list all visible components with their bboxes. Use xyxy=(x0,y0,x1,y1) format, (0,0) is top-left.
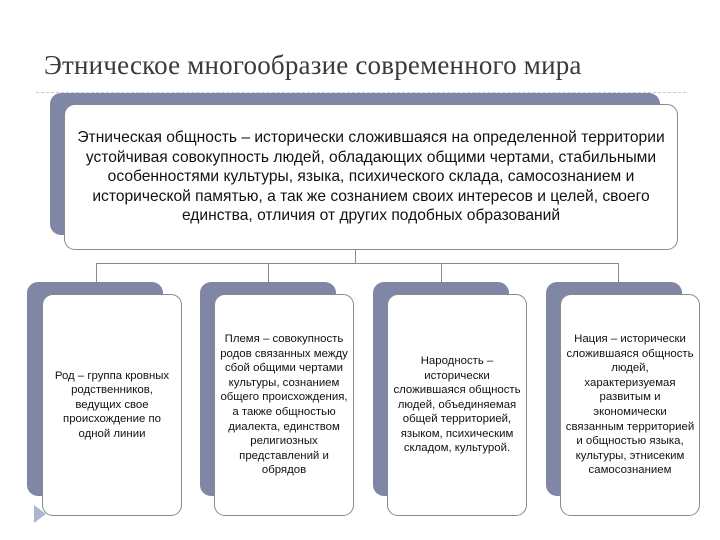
connector-drop-1 xyxy=(96,263,97,282)
slide-title: Этническое многообразие современного мира xyxy=(44,50,582,80)
child-box-plemya xyxy=(214,294,354,516)
child-box-text: Народность – исторически сложившаяся общность людей, объединяемая общей территорией, языком, психическим складом, культурой. xyxy=(393,354,521,455)
child-box-natsiya xyxy=(560,294,700,516)
connector-drop-2 xyxy=(268,263,269,282)
connector-drop-4 xyxy=(618,263,619,282)
connector-root-stem xyxy=(355,250,356,264)
child-box-text: Нация – исторически сложившаяся общность людей, характеризуемая развитым и экономически связанным территорией и общностью языка, культуры, этнисеким самосознанием xyxy=(565,333,695,477)
connector-horizontal xyxy=(96,263,619,264)
child-box-text: Племя – совокупность родов связанных между сбой общими чертами культуры, сознанием общего происхождения, а также общностью диалекта, единством религиозных представлений и обрядов xyxy=(220,333,348,477)
connector-drop-3 xyxy=(441,263,442,282)
root-box-text: Этническая общность – исторически сложившаяся на определенной территории устойчивая совокупность людей, обладающих общими чертами, стабильными особенностями культуры, языка, психического склада, самосознанием и исторической памятью, а так же сознанием своих интересов и целей, своего единства, отличия от других подобных образований xyxy=(77,129,665,225)
corner-triangle-icon xyxy=(34,505,46,523)
root-box xyxy=(64,104,678,250)
child-box-rod xyxy=(42,294,182,516)
child-box-narodnost xyxy=(387,294,527,516)
child-box-text: Род – группа кровных родственников, ведущих свое происхождение по одной линии xyxy=(54,369,170,440)
